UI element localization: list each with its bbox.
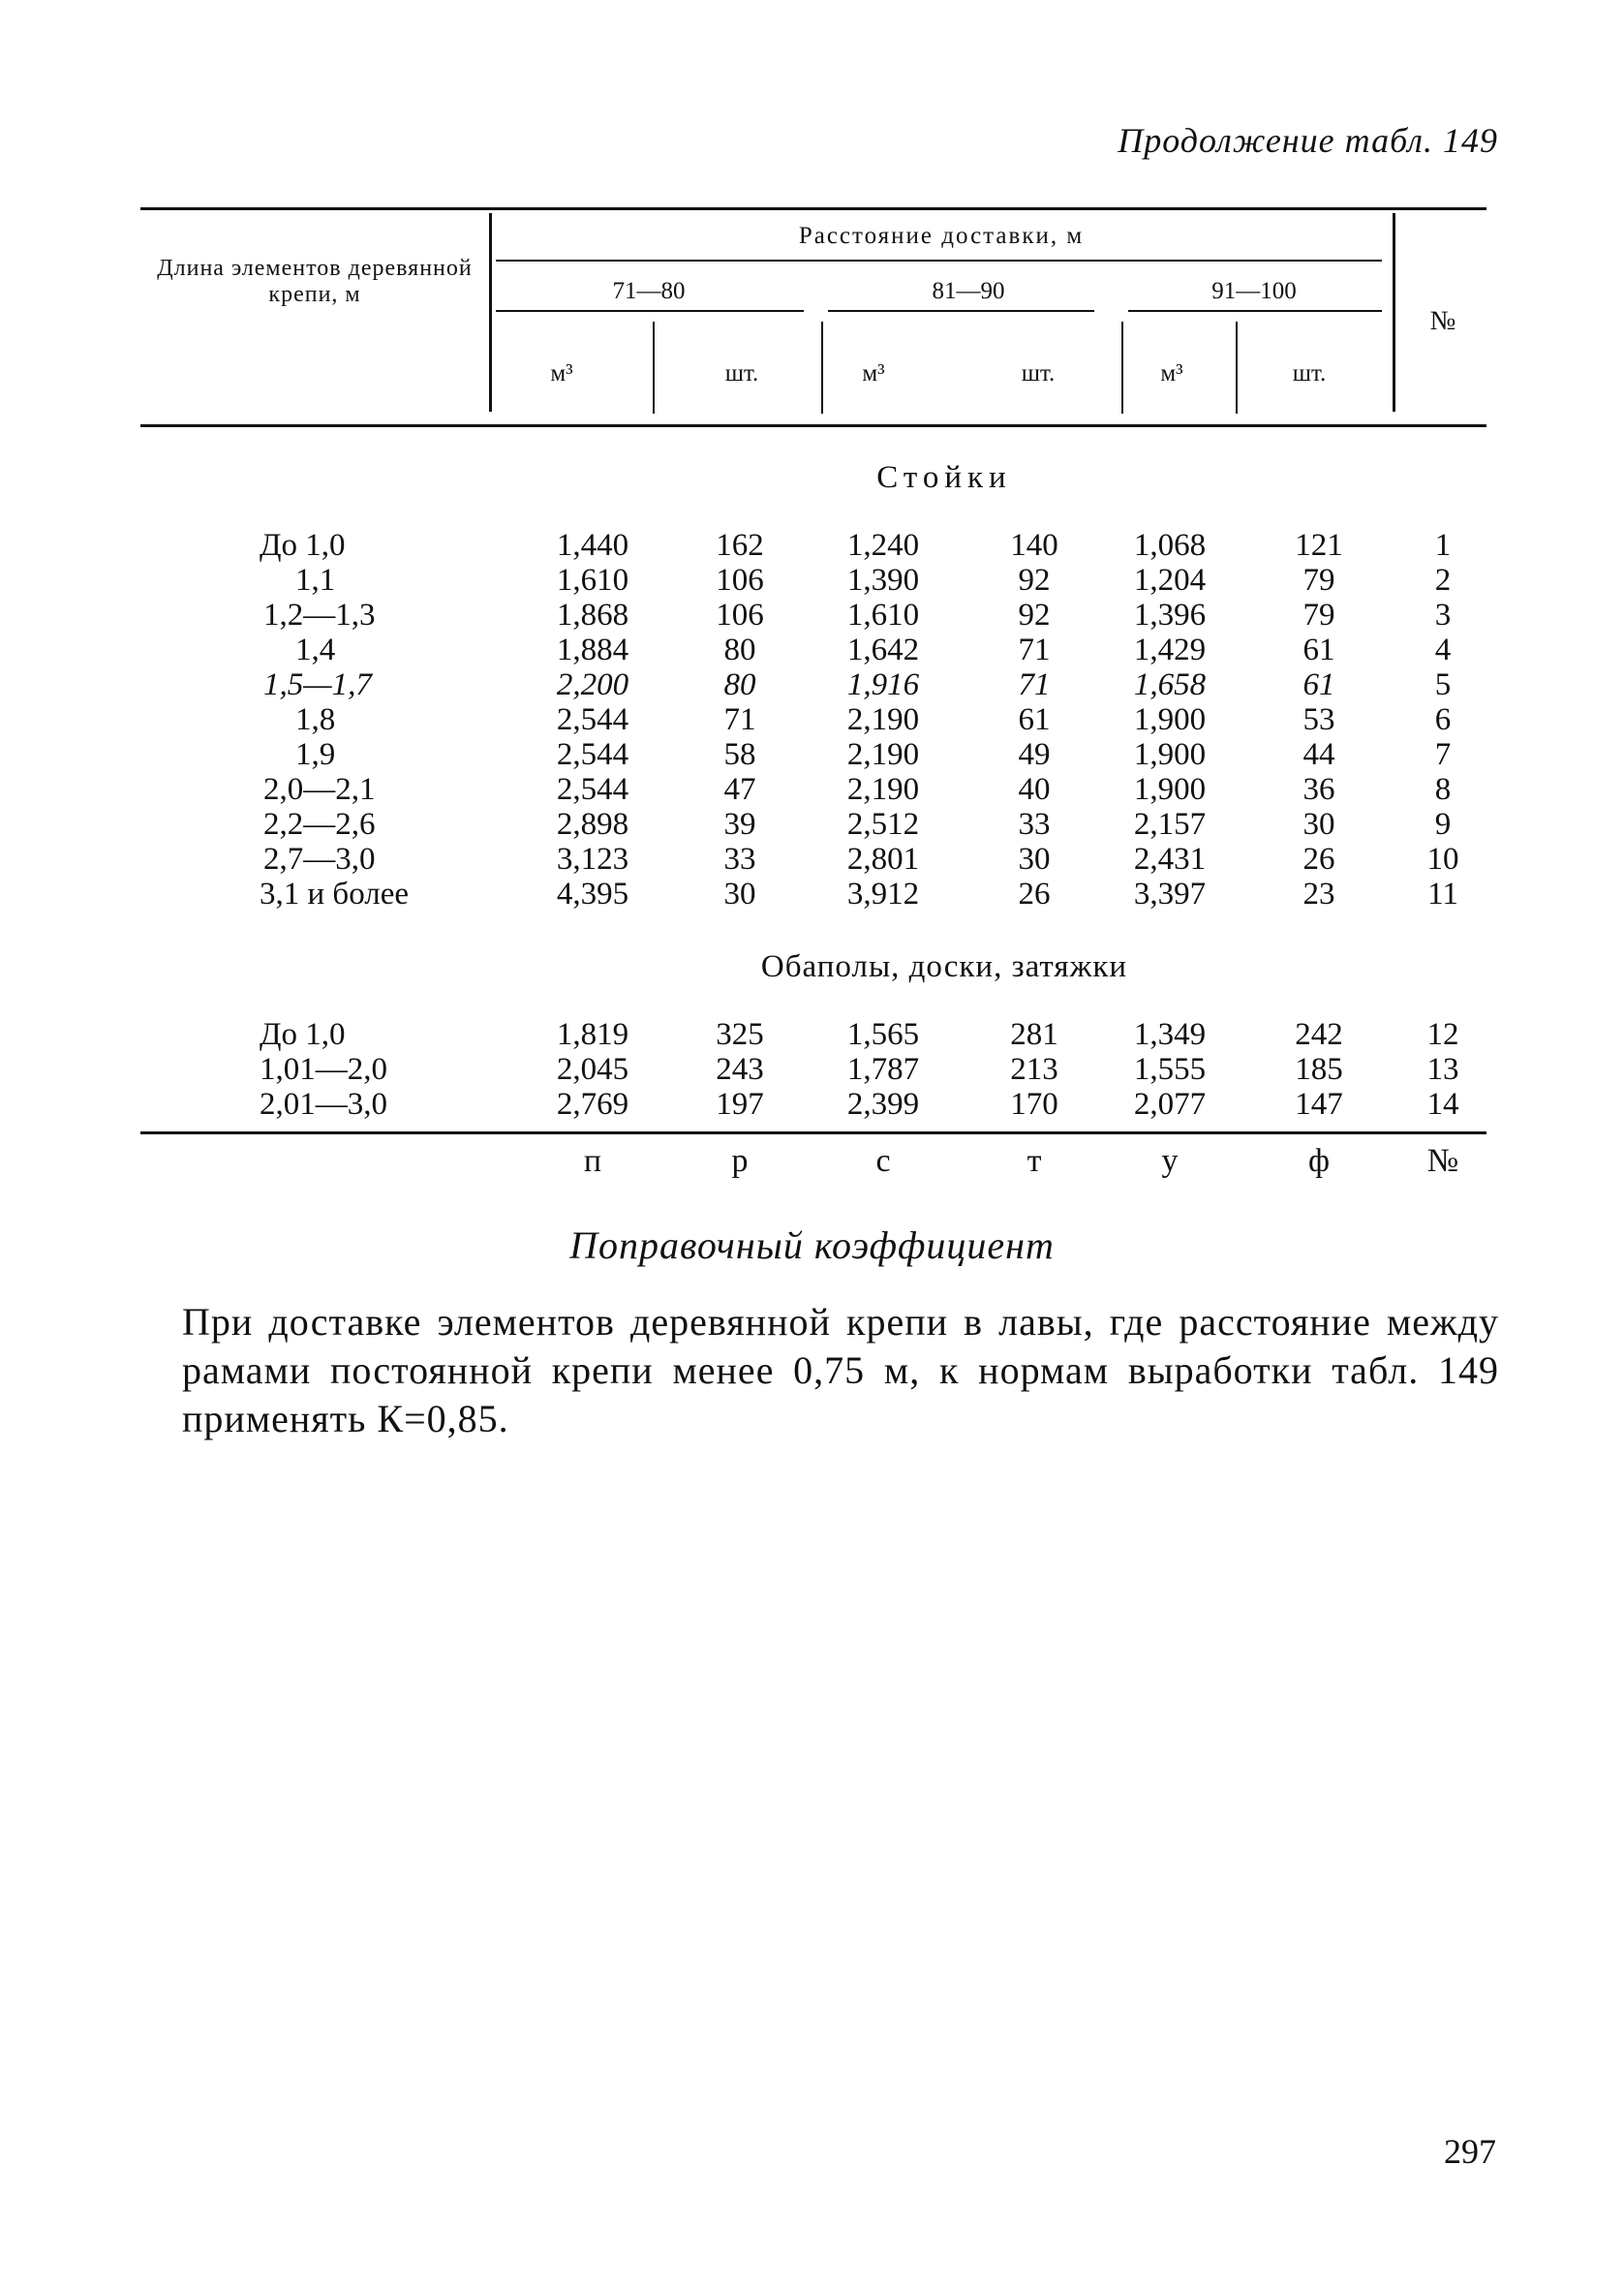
page-number: 297 xyxy=(1444,2132,1496,2171)
row-value: 58 xyxy=(723,737,756,772)
column-letter: у xyxy=(1161,1143,1179,1179)
row-value: 92 xyxy=(1018,598,1051,633)
row-length: 2,7—3,0 xyxy=(263,842,376,877)
row-number: 3 xyxy=(1434,598,1452,633)
row-length: 1,01—2,0 xyxy=(260,1052,387,1087)
row-value: 61 xyxy=(1018,702,1051,737)
row-value: 1,396 xyxy=(1133,598,1207,633)
row-value: 2,769 xyxy=(556,1087,629,1122)
row-value: 2,200 xyxy=(556,667,629,702)
row-value: 2,544 xyxy=(556,737,629,772)
row-value: 197 xyxy=(716,1087,764,1122)
row-value: 1,390 xyxy=(846,563,920,598)
row-value: 325 xyxy=(716,1017,764,1052)
unit-divider-4 xyxy=(1236,322,1238,414)
range-rule-3 xyxy=(1128,310,1382,312)
row-value: 71 xyxy=(1018,667,1051,702)
row-value: 1,884 xyxy=(556,633,629,667)
row-value: 1,240 xyxy=(846,528,920,563)
row-value: 33 xyxy=(1018,807,1051,842)
row-value: 1,916 xyxy=(846,667,920,702)
row-value: 92 xyxy=(1018,563,1051,598)
header-bottom-rule xyxy=(140,424,1486,427)
row-value: 61 xyxy=(1302,667,1335,702)
row-value: 2,431 xyxy=(1133,842,1207,877)
row-value: 80 xyxy=(723,633,756,667)
row-value: 1,565 xyxy=(846,1017,920,1052)
row-value: 71 xyxy=(723,702,756,737)
row-value: 2,544 xyxy=(556,702,629,737)
row-number: 12 xyxy=(1426,1017,1459,1052)
row-value: 30 xyxy=(1018,842,1051,877)
row-value: 2,898 xyxy=(556,807,629,842)
row-length: 1,9 xyxy=(295,737,336,772)
row-value: 140 xyxy=(1010,528,1058,563)
row-value: 1,349 xyxy=(1133,1017,1207,1052)
range-rule-1 xyxy=(496,310,804,312)
row-value: 185 xyxy=(1295,1052,1343,1087)
row-value: 47 xyxy=(723,772,756,807)
row-value: 3,912 xyxy=(846,877,920,912)
number-column-header: № xyxy=(1429,306,1456,336)
header-divider-right xyxy=(1393,213,1395,412)
row-value: 26 xyxy=(1018,877,1051,912)
row-number: 2 xyxy=(1434,563,1452,598)
row-value: 1,204 xyxy=(1133,563,1207,598)
correction-title: Поправочный коэффициент xyxy=(569,1223,1055,1267)
row-value: 1,819 xyxy=(556,1017,629,1052)
row-number: 7 xyxy=(1434,737,1452,772)
table-top-rule xyxy=(140,207,1486,210)
row-value: 243 xyxy=(716,1052,764,1087)
row-number: 5 xyxy=(1434,667,1452,702)
unit-pcs-1: шт. xyxy=(724,360,759,387)
row-value: 71 xyxy=(1018,633,1051,667)
row-value: 2,544 xyxy=(556,772,629,807)
row-value: 147 xyxy=(1295,1087,1343,1122)
range-91-100: 91—100 xyxy=(1211,278,1297,304)
range-71-80: 71—80 xyxy=(612,278,686,304)
unit-pcs-3: шт. xyxy=(1292,360,1327,387)
row-length: 1,2—1,3 xyxy=(263,598,376,633)
row-number: 11 xyxy=(1427,877,1458,912)
range-81-90: 81—90 xyxy=(932,278,1005,304)
row-value: 213 xyxy=(1010,1052,1058,1087)
row-value: 242 xyxy=(1295,1017,1343,1052)
row-length: 1,8 xyxy=(295,702,336,737)
distance-header: Расстояние доставки, м xyxy=(798,223,1085,249)
row-value: 61 xyxy=(1302,633,1335,667)
row-value: 2,512 xyxy=(846,807,920,842)
row-number: 4 xyxy=(1434,633,1452,667)
row-value: 1,900 xyxy=(1133,772,1207,807)
row-value: 44 xyxy=(1302,737,1335,772)
row-value: 36 xyxy=(1302,772,1335,807)
row-value: 1,440 xyxy=(556,528,629,563)
row-number: 1 xyxy=(1434,528,1452,563)
unit-m3-3: м³ xyxy=(1160,360,1183,387)
row-value: 1,610 xyxy=(556,563,629,598)
row-value: 39 xyxy=(723,807,756,842)
row-value: 106 xyxy=(716,598,764,633)
row-value: 2,801 xyxy=(846,842,920,877)
length-column-header: Длина элементов деревянной крепи, м xyxy=(157,256,473,307)
row-number: 6 xyxy=(1434,702,1452,737)
column-letter: ф xyxy=(1307,1143,1331,1179)
unit-m3-2: м³ xyxy=(862,360,885,387)
row-value: 3,397 xyxy=(1133,877,1207,912)
row-number: 14 xyxy=(1426,1087,1459,1122)
row-value: 1,068 xyxy=(1133,528,1207,563)
distance-rule xyxy=(496,260,1382,262)
row-value: 23 xyxy=(1302,877,1335,912)
row-value: 4,395 xyxy=(556,877,629,912)
row-value: 49 xyxy=(1018,737,1051,772)
row-number: 10 xyxy=(1426,842,1459,877)
row-value: 1,658 xyxy=(1133,667,1207,702)
table-bottom-rule xyxy=(140,1131,1486,1134)
row-length: 3,1 и более xyxy=(260,877,410,912)
unit-pcs-2: шт. xyxy=(1021,360,1056,387)
continuation-title: Продолжение табл. 149 xyxy=(1118,121,1498,160)
section-title-boards: Обаполы, доски, затяжки xyxy=(760,949,1128,984)
section-title-posts: Стойки xyxy=(876,460,1012,495)
row-length: 1,4 xyxy=(295,633,336,667)
row-value: 1,900 xyxy=(1133,702,1207,737)
column-letter: п xyxy=(583,1143,602,1179)
row-number: 13 xyxy=(1426,1052,1459,1087)
row-value: 1,642 xyxy=(846,633,920,667)
column-letter: р xyxy=(731,1143,749,1179)
correction-paragraph: При доставке элементов деревянной крепи в лавы, где расстояние между рамами постоянной крепи менее 0,75 м, к нормам выработки табл. 149 применять К=0,85. xyxy=(182,1300,1499,1440)
row-value: 106 xyxy=(716,563,764,598)
row-value: 2,190 xyxy=(846,772,920,807)
row-number: 9 xyxy=(1434,807,1452,842)
row-value: 26 xyxy=(1302,842,1335,877)
row-value: 2,157 xyxy=(1133,807,1207,842)
row-value: 40 xyxy=(1018,772,1051,807)
row-value: 2,190 xyxy=(846,702,920,737)
row-value: 2,077 xyxy=(1133,1087,1207,1122)
column-letter: т xyxy=(1026,1143,1042,1179)
row-length: До 1,0 xyxy=(260,1017,346,1052)
row-value: 1,610 xyxy=(846,598,920,633)
unit-m3-1: м³ xyxy=(550,360,573,387)
unit-divider-1 xyxy=(653,322,655,414)
row-number: 8 xyxy=(1434,772,1452,807)
row-length: 2,2—2,6 xyxy=(263,807,376,842)
row-value: 30 xyxy=(723,877,756,912)
row-length: 1,5—1,7 xyxy=(263,667,372,702)
row-value: 79 xyxy=(1302,598,1335,633)
row-value: 1,900 xyxy=(1133,737,1207,772)
row-value: 80 xyxy=(723,667,756,702)
unit-divider-3 xyxy=(1121,322,1123,414)
row-value: 1,868 xyxy=(556,598,629,633)
column-letter: № xyxy=(1426,1143,1459,1179)
column-letter: с xyxy=(875,1143,891,1179)
row-value: 33 xyxy=(723,842,756,877)
row-value: 1,555 xyxy=(1133,1052,1207,1087)
row-value: 162 xyxy=(716,528,764,563)
unit-divider-2 xyxy=(821,322,823,414)
row-length: 1,1 xyxy=(295,563,336,598)
row-length: 2,01—3,0 xyxy=(260,1087,387,1122)
row-value: 30 xyxy=(1302,807,1335,842)
row-value: 1,429 xyxy=(1133,633,1207,667)
row-length: 2,0—2,1 xyxy=(263,772,376,807)
row-value: 170 xyxy=(1010,1087,1058,1122)
row-value: 1,787 xyxy=(846,1052,920,1087)
range-rule-2 xyxy=(828,310,1094,312)
row-value: 2,399 xyxy=(846,1087,920,1122)
row-value: 121 xyxy=(1295,528,1343,563)
row-value: 3,123 xyxy=(556,842,629,877)
row-value: 281 xyxy=(1010,1017,1058,1052)
row-length: До 1,0 xyxy=(260,528,346,563)
row-value: 79 xyxy=(1302,563,1335,598)
row-value: 53 xyxy=(1302,702,1335,737)
row-value: 2,045 xyxy=(556,1052,629,1087)
row-value: 2,190 xyxy=(846,737,920,772)
